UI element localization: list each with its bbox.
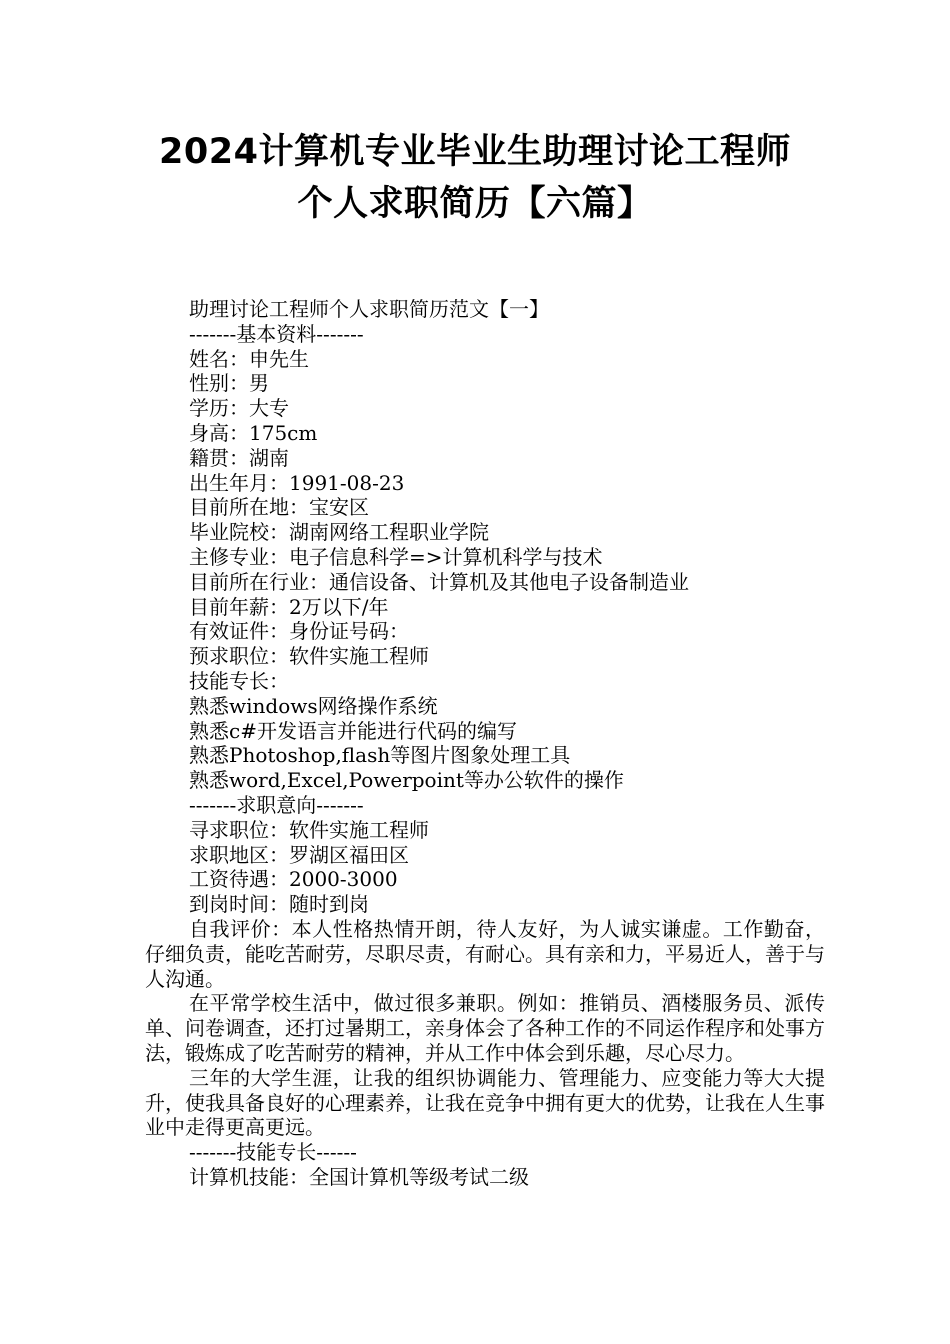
document-body bbox=[145, 297, 825, 1190]
basic-info-school: 毕业院校：湖南网络工程职业学院 bbox=[189, 520, 489, 545]
section-divider-intent: -------求职意向------- bbox=[189, 792, 364, 817]
intent-salary: 工资待遇：2000-3000 bbox=[189, 867, 398, 892]
document-title bbox=[120, 126, 830, 230]
paragraph-part-time: 在平常学校生活中，做过很多兼职。例如：推销员、酒楼服务员、派传单、问卷调查，还打过暑期工，亲身体会了各种工作的不同运作程序和处事方法，锻炼成了吃苦耐劳的精神，并从工作中体会到乐趣，尽心尽力。 bbox=[145, 991, 825, 1065]
skill-item-csharp: 熟悉c#开发语言并能进行代码的编写 bbox=[189, 718, 517, 743]
basic-info-hometown: 籍贯：湖南 bbox=[189, 445, 289, 470]
paragraph-college: 三年的大学生涯，让我的组织协调能力、管理能力、应变能力等大大提升，使我具备良好的心理素养，让我在竞争中拥有更大的优势，让我在人生事业中走得更高更远。 bbox=[145, 1065, 825, 1140]
basic-info-skills-label: 技能专长： bbox=[189, 668, 289, 693]
intent-start-time: 到岗时间：随时到岗 bbox=[189, 892, 369, 917]
basic-info-industry: 目前所在行业：通信设备、计算机及其他电子设备制造业 bbox=[189, 569, 689, 594]
intent-position: 寻求职位：软件实施工程师 bbox=[189, 817, 429, 842]
basic-info-desired-position: 预求职位：软件实施工程师 bbox=[189, 644, 429, 669]
basic-info-major: 主修专业：电子信息科学=>计算机科学与技术 bbox=[189, 544, 603, 569]
basic-info-location: 目前所在地：宝安区 bbox=[189, 495, 369, 520]
basic-info-name: 姓名：申先生 bbox=[189, 346, 309, 371]
basic-info-id: 有效证件：身份证号码： bbox=[189, 619, 409, 644]
basic-info-gender: 性别：男 bbox=[189, 371, 269, 396]
title-line-2: 个人求职简历【六篇】 bbox=[297, 184, 653, 224]
basic-info-height: 身高：175cm bbox=[189, 420, 318, 445]
basic-info-salary: 目前年薪：2万以下/年 bbox=[189, 594, 389, 619]
section-divider-skills: -------技能专长------ bbox=[189, 1140, 357, 1165]
skill-computer: 计算机技能：全国计算机等级考试二级 bbox=[189, 1164, 529, 1189]
title-line-1: 2024计算机专业毕业生助理讨论工程师 bbox=[159, 132, 791, 172]
paragraph-self-evaluation: 自我评价：本人性格热情开朗，待人友好，为人诚实谦虚。工作勤奋，仔细负责，能吃苦耐劳，尽职尽责，有耐心。具有亲和力，平易近人，善于与人沟通。 bbox=[145, 916, 825, 991]
basic-info-birthdate: 出生年月：1991-08-23 bbox=[189, 470, 405, 495]
skill-item-office: 熟悉word,Excel,Powerpoint等办公软件的操作 bbox=[189, 768, 624, 793]
skill-item-windows: 熟悉windows网络操作系统 bbox=[189, 693, 438, 718]
intent-region: 求职地区：罗湖区福田区 bbox=[189, 842, 409, 867]
resume-heading: 助理讨论工程师个人求职简历范文【一】 bbox=[189, 297, 549, 321]
section-divider-basic: -------基本资料------- bbox=[189, 321, 364, 346]
skill-item-photoshop: 熟悉Photoshop,flash等图片图象处理工具 bbox=[189, 743, 571, 768]
basic-info-education: 学历：大专 bbox=[189, 396, 289, 421]
